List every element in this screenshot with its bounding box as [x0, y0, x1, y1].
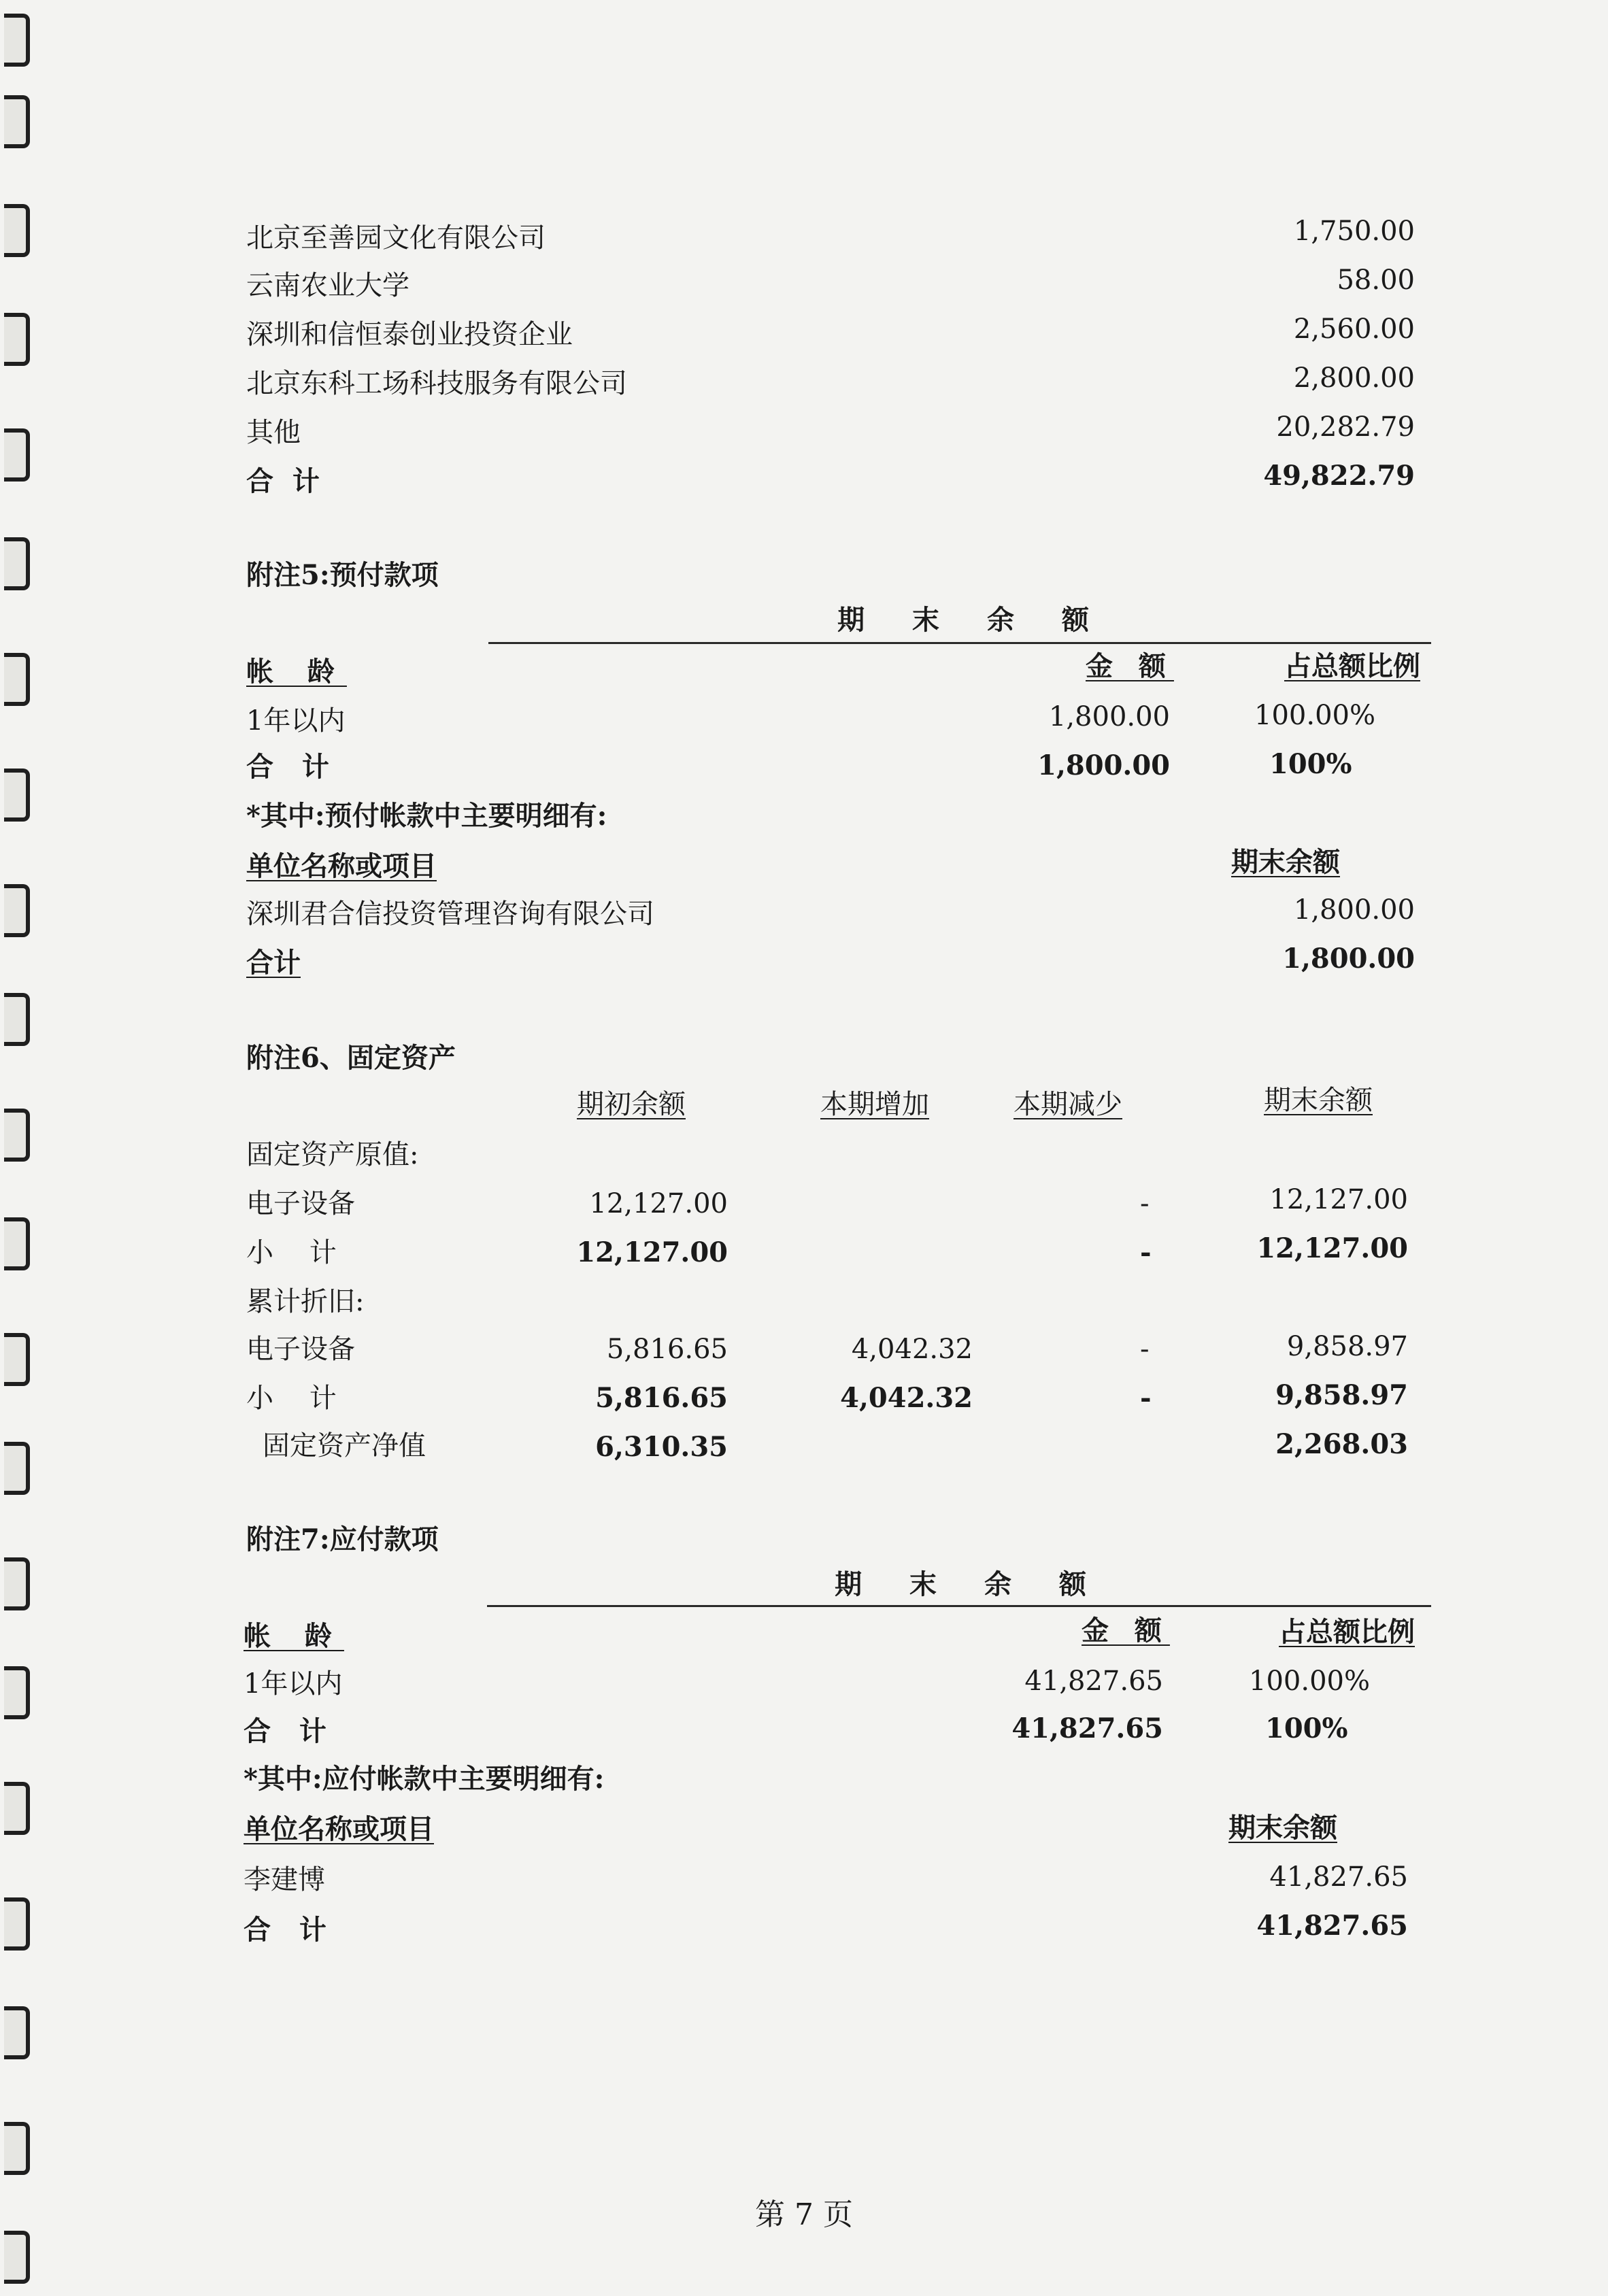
receivable-amount: 58.00: [1337, 265, 1415, 296]
page-number: 第 7 页: [755, 2197, 853, 2232]
note6-cell-end: 9,858.97: [1286, 1331, 1408, 1362]
note7-detail-name: 李建博: [244, 1864, 325, 1895]
receivable-amount: 20,282.79: [1276, 411, 1415, 443]
note7-detail-col-name: 单位名称或项目: [244, 1813, 434, 1845]
note7-col-age: 帐 龄: [244, 1620, 344, 1652]
note6-col-increase: 本期增加: [820, 1089, 929, 1120]
note6-cell-increase: 4,042.32: [840, 1382, 973, 1414]
note6-original-label: 固定资产原值:: [246, 1139, 419, 1170]
note7-row-amount: 41,827.65: [1024, 1666, 1163, 1697]
note7-row-ratio: 100.00%: [1249, 1666, 1370, 1697]
note6-row-label: 固定资产净值: [263, 1430, 426, 1462]
note7-total-ratio: 100%: [1265, 1712, 1348, 1744]
note6-cell-begin: 12,127.00: [589, 1188, 728, 1219]
note6-cell-begin: 12,127.00: [576, 1236, 728, 1268]
note6-row-label: 小 计: [246, 1383, 350, 1414]
receivable-name: 云南农业大学: [246, 270, 409, 301]
note6-col-end: 期末余额: [1264, 1085, 1373, 1116]
note6-cell-decrease: -: [1140, 1236, 1152, 1268]
receivable-name: 北京至善园文化有限公司: [246, 222, 546, 254]
note5-detail-col-balance: 期末余额: [1231, 846, 1340, 878]
note7-col-ratio: 占总额比例: [1279, 1616, 1415, 1648]
note7-detail-total-amount: 41,827.65: [1256, 1910, 1408, 1942]
note5-detail-total-amount: 1,800.00: [1282, 943, 1415, 975]
note6-cell-decrease: -: [1140, 1334, 1150, 1365]
note6-cell-end: 9,858.97: [1275, 1379, 1408, 1411]
note7-total-amount: 41,827.65: [1011, 1712, 1163, 1744]
note7-period-header: 期 末 余 额: [835, 1568, 1105, 1600]
note7-header-rule: [487, 1605, 1431, 1607]
receivable-amount: 2,560.00: [1293, 314, 1415, 345]
note6-cell-decrease: -: [1140, 1382, 1152, 1414]
note5-col-age: 帐 龄: [246, 656, 347, 688]
note5-detail-col-name: 单位名称或项目: [246, 850, 437, 882]
receivable-amount: 1,750.00: [1293, 216, 1415, 247]
note6-col-decrease: 本期减少: [1014, 1089, 1122, 1120]
note6-row-label: 小 计: [246, 1237, 350, 1268]
note5-header-rule: [488, 642, 1431, 644]
note6-cell-end: 12,127.00: [1269, 1184, 1408, 1215]
note6-cell-begin: 6,310.35: [595, 1431, 728, 1463]
note5-row-age: 1年以内: [246, 705, 346, 737]
receivable-total-amount: 49,822.79: [1263, 460, 1415, 492]
note6-row-label: 电子设备: [246, 1334, 355, 1365]
note7-detail-total-label: 合 计: [244, 1914, 336, 1946]
note6-cell-decrease: -: [1140, 1188, 1150, 1219]
note7-detail-amount: 41,827.65: [1269, 1861, 1408, 1893]
note7-col-amount: 金 额: [1082, 1615, 1170, 1647]
note7-detail-col-balance: 期末余额: [1228, 1812, 1337, 1844]
note6-cell-end: 2,268.03: [1275, 1428, 1408, 1460]
note5-detail-name: 深圳君合信投资管理咨询有限公司: [246, 898, 654, 930]
note6-col-begin: 期初余额: [577, 1089, 686, 1120]
note5-row-ratio: 100.00%: [1254, 700, 1375, 731]
receivable-amount: 2,800.00: [1293, 362, 1415, 394]
note6-cell-begin: 5,816.65: [606, 1334, 728, 1365]
note5-total-label: 合 计: [246, 751, 339, 783]
note7-detail-title: *其中:应付帐款中主要明细有:: [244, 1763, 605, 1795]
note5-total-ratio: 100%: [1269, 748, 1352, 780]
note5-detail-title: *其中:预付帐款中主要明细有:: [246, 800, 607, 832]
note5-period-header: 期 末 余 额: [837, 604, 1108, 636]
note7-row-age: 1年以内: [244, 1668, 343, 1700]
receivable-name: 北京东科工场科技服务有限公司: [246, 368, 627, 399]
note6-cell-end: 12,127.00: [1256, 1232, 1408, 1264]
note5-col-ratio: 占总额比例: [1284, 650, 1420, 682]
note7-total-label: 合 计: [244, 1715, 336, 1747]
note5-col-amount: 金 额: [1086, 650, 1174, 682]
note6-cell-increase: 4,042.32: [851, 1334, 973, 1365]
note5-total-amount: 1,800.00: [1037, 749, 1170, 781]
note6-cell-begin: 5,816.65: [595, 1382, 728, 1414]
receivable-name: 其他: [246, 417, 301, 448]
note6-row-label: 电子设备: [246, 1188, 355, 1219]
note5-detail-total-label: 合计: [246, 947, 301, 979]
note5-detail-amount: 1,800.00: [1293, 894, 1415, 926]
receivable-name: 深圳和信恒泰创业投资企业: [246, 319, 573, 350]
note6-depreciation-label: 累计折旧:: [246, 1286, 365, 1317]
note5-title: 附注5:预付款项: [246, 559, 439, 591]
note7-title: 附注7:应付款项: [246, 1523, 439, 1555]
note6-title: 附注6、固定资产: [246, 1042, 456, 1074]
receivable-total-label: 合 计: [246, 465, 320, 497]
note5-row-amount: 1,800.00: [1048, 701, 1170, 732]
